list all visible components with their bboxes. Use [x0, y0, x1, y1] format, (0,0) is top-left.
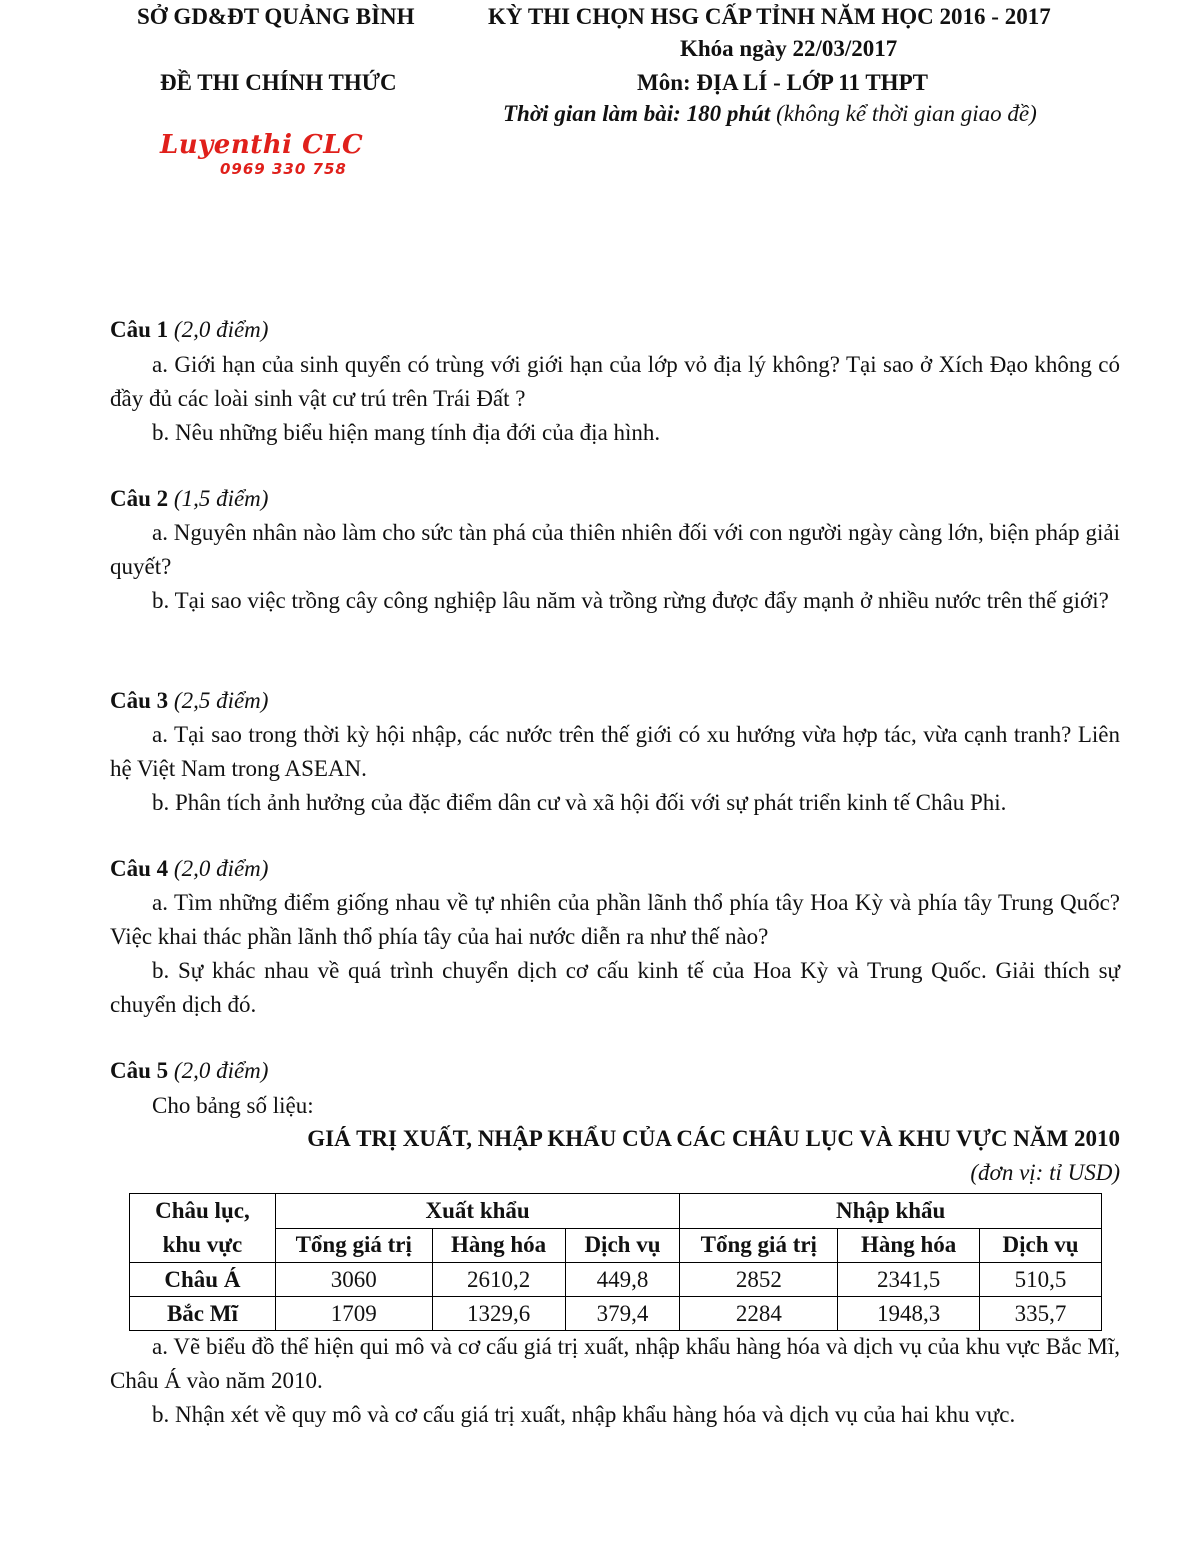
question-5-part-a: a. Vẽ biểu đồ thể hiện qui mô và cơ cấu giá trị xuất, nhập khẩu hàng hóa và dịch vụ của khu vực Bắc Mĩ, Châu Á vào năm 2010.: [110, 1334, 1120, 1393]
question-points: (1,5 điểm): [173, 486, 269, 511]
table-cell: 1709: [275, 1297, 432, 1331]
exam-title: KỲ THI CHỌN HSG CẤP TỈNH NĂM HỌC 2016 - 2017: [488, 4, 1051, 29]
question-2-part-b: b. Tại sao việc trồng cây công nghiệp lâu năm và trồng rừng được đẩy mạnh ở nhiều nước trên thế giới?: [152, 588, 1109, 613]
table-unit: (đơn vị: tỉ USD): [970, 1160, 1120, 1185]
question-label: Câu 3: [110, 688, 169, 713]
question-1-part-a: a. Giới hạn của sinh quyển có trùng với giới hạn của lớp vỏ địa lý không? Tại sao ở Xích Đạo không có đầy đủ các loài sinh vật cư trú trên Trái Đất ?: [110, 352, 1120, 411]
table-cell: 510,5: [980, 1263, 1102, 1297]
import-header: Nhập khẩu: [680, 1194, 1102, 1229]
department-name: SỞ GD&ĐT QUẢNG BÌNH: [137, 4, 415, 29]
table-cell: 449,8: [565, 1263, 680, 1297]
question-4-part-a: a. Tìm những điểm giống nhau về tự nhiên của phần lãnh thổ phía tây Hoa Kỳ và phía tây Trung Quốc? Việc khai thác phần lãnh thổ phía tây của hai nước diễn ra như thế nào?: [110, 890, 1120, 949]
question-label: Câu 4: [110, 856, 169, 881]
table-cell: 2284: [680, 1297, 838, 1331]
table-row: [130, 1263, 1102, 1297]
question-points: (2,5 điểm): [173, 688, 269, 713]
question-1-part-b: b. Nêu những biểu hiện mang tính địa đới của địa hình.: [152, 420, 661, 445]
table-cell: 379,4: [565, 1297, 680, 1331]
export-services-header: Dịch vụ: [565, 1228, 680, 1263]
time-label: Thời gian làm bài: 180 phút: [503, 101, 771, 126]
trade-table: [129, 1193, 1102, 1331]
table-cell: 1329,6: [432, 1297, 565, 1331]
import-goods-header: Hàng hóa: [838, 1228, 980, 1263]
question-5-title: [110, 1058, 268, 1084]
question-4-title: [110, 856, 268, 882]
question-points: (2,0 điểm): [173, 1058, 269, 1083]
question-3-part-b: b. Phân tích ảnh hưởng của đặc điểm dân cư và xã hội đối với sự phát triển kinh tế Châu Phi.: [152, 790, 1007, 815]
region-header-line-2: khu vực: [162, 1232, 243, 1257]
question-2-title: [110, 486, 268, 512]
time-line: [503, 97, 1037, 131]
export-total-header: Tổng giá trị: [275, 1228, 432, 1263]
table-row: [130, 1297, 1102, 1331]
question-2-part-a: a. Nguyên nhân nào làm cho sức tàn phá của thiên nhiên đối với con người ngày càng lớn, biện pháp giải quyết?: [110, 520, 1120, 579]
question-label: Câu 1: [110, 317, 169, 342]
question-5-part-b: b. Nhận xét về quy mô và cơ cấu giá trị xuất, nhập khẩu hàng hóa và dịch vụ của hai khu vực.: [152, 1402, 1016, 1427]
question-points: (2,0 điểm): [173, 856, 269, 881]
table-cell: 2852: [680, 1263, 838, 1297]
question-4-part-b: b. Sự khác nhau về quá trình chuyển dịch cơ cấu kinh tế của Hoa Kỳ và Trung Quốc. Giải thích sự chuyển dịch đó.: [110, 958, 1120, 1017]
table-cell: 1948,3: [838, 1297, 980, 1331]
import-services-header: Dịch vụ: [980, 1228, 1102, 1263]
question-label: Câu 2: [110, 486, 169, 511]
question-3-part-a: a. Tại sao trong thời kỳ hội nhập, các nước trên thế giới có xu hướng vừa hợp tác, vừa cạnh tranh? Liên hệ Việt Nam trong ASEAN.: [110, 722, 1120, 781]
question-3-title: [110, 688, 268, 714]
export-goods-header: Hàng hóa: [432, 1228, 565, 1263]
exam-date: Khóa ngày 22/03/2017: [680, 36, 898, 61]
table-cell: 2341,5: [838, 1263, 980, 1297]
question-1-title: [110, 317, 268, 343]
official-exam-label: ĐỀ THI CHÍNH THỨC: [160, 70, 397, 95]
table-cell: 2610,2: [432, 1263, 565, 1297]
region-header-line-1: Châu lục,: [155, 1198, 250, 1223]
export-header: Xuất khẩu: [275, 1194, 680, 1229]
region-cell: Châu Á: [130, 1263, 276, 1297]
question-points: (2,0 điểm): [173, 317, 269, 342]
region-header: [130, 1194, 276, 1263]
table-title: GIÁ TRỊ XUẤT, NHẬP KHẨU CỦA CÁC CHÂU LỤC VÀ KHU VỰC NĂM 2010: [307, 1126, 1120, 1151]
question-label: Câu 5: [110, 1058, 169, 1083]
table-cell: 3060: [275, 1263, 432, 1297]
table-cell: 335,7: [980, 1297, 1102, 1331]
subject-line: Môn: ĐỊA LÍ - LỚP 11 THPT: [637, 70, 928, 95]
time-note: (không kể thời gian giao đề): [776, 101, 1037, 126]
region-cell: Bắc Mĩ: [130, 1297, 276, 1331]
import-total-header: Tổng giá trị: [680, 1228, 838, 1263]
luyenthi-logo: Luyenthi CLC: [160, 130, 364, 160]
table-intro: Cho bảng số liệu:: [152, 1093, 314, 1118]
logo-phone: 0969 330 758: [220, 160, 347, 178]
